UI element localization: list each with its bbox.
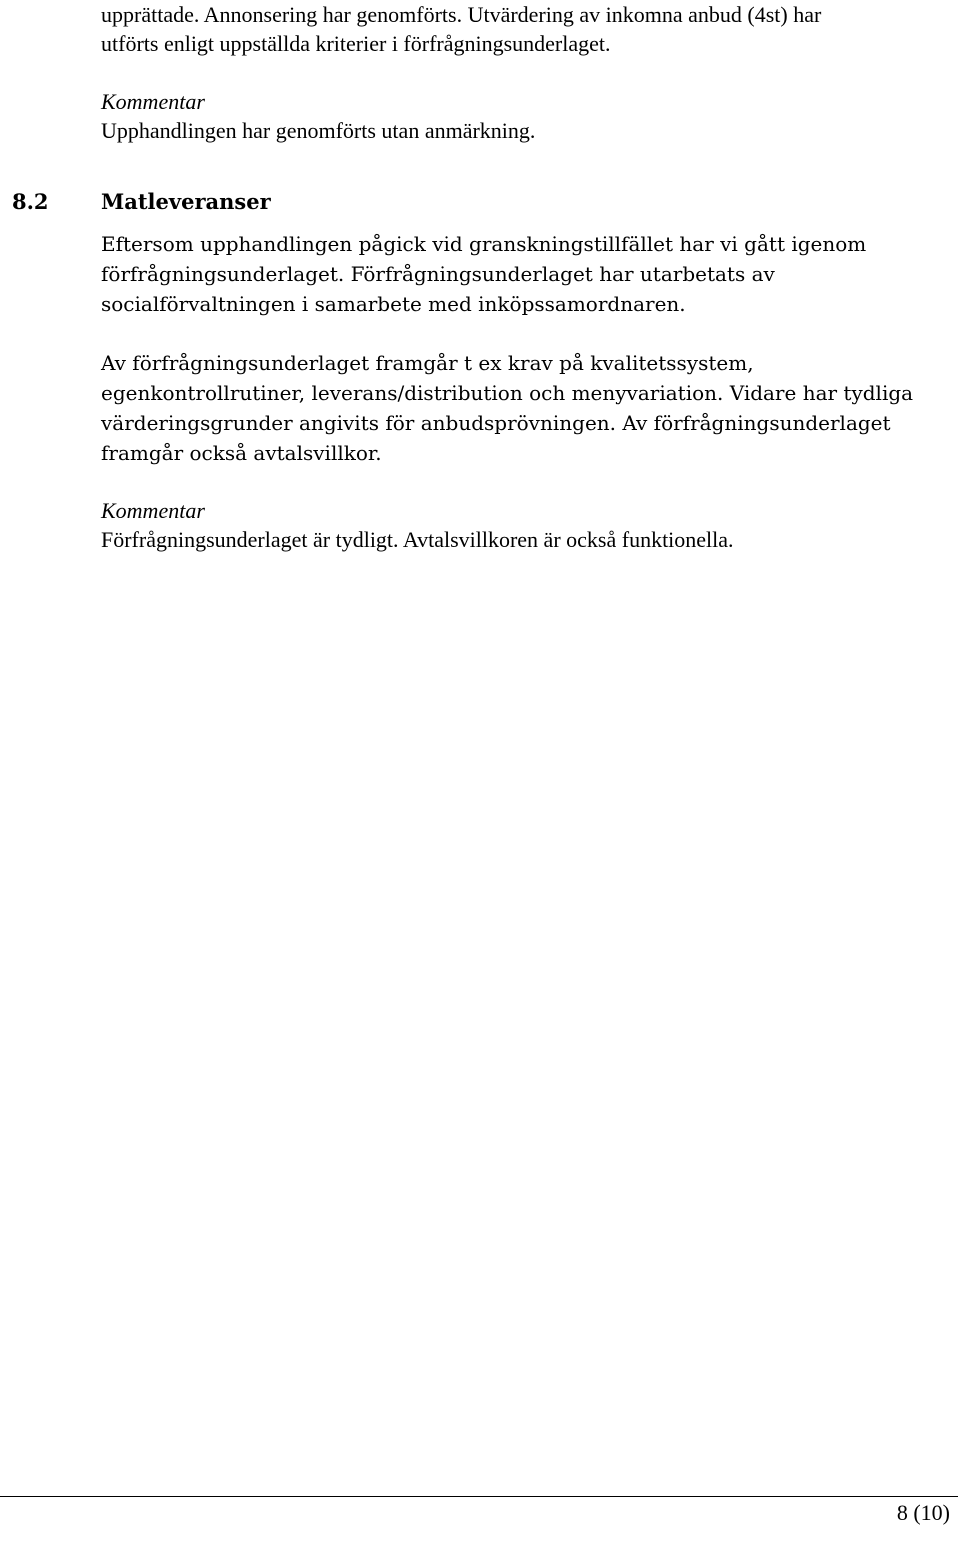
page-number: 8 (10): [896, 1500, 950, 1525]
paragraph-1-line-2: förfrågningsunderlaget. Förfrågningsunderlaget har utarbetats av: [101, 262, 775, 286]
comment-text: Förfrågningsunderlaget är tydligt. Avtalsvillkoren är också funktionella.: [101, 527, 734, 552]
section-number: 8.2: [12, 189, 49, 214]
paragraph-2-line-2: egenkontrollrutiner, leverans/distribution och menyvariation. Vidare har tydliga: [101, 381, 914, 405]
comment-label: Kommentar: [101, 89, 205, 114]
paragraph-2-line-1: Av förfrågningsunderlaget framgår t ex krav på kvalitetssystem,: [101, 351, 754, 375]
paragraph-1-line-3: socialförvaltningen i samarbete med inköpssamordnaren.: [101, 292, 686, 316]
comment-text: Upphandlingen har genomförts utan anmärkning.: [101, 118, 536, 143]
comment-block-1: [101, 87, 941, 145]
paragraph-2: [101, 348, 941, 468]
footer-divider: [0, 1496, 958, 1497]
intro-line-1: upprättade. Annonsering har genomförts. Utvärdering av inkomna anbud (4st) har: [101, 2, 822, 27]
paragraph-2-line-3: värderingsgrunder angivits för anbudsprövningen. Av förfrågningsunderlaget: [101, 411, 891, 435]
comment-block-2: [101, 496, 941, 554]
paragraph-1: [101, 229, 941, 319]
section-title: Matleveranser: [101, 189, 271, 214]
comment-label: Kommentar: [101, 498, 205, 523]
intro-line-2: utförts enligt uppställda kriterier i förfrågningsunderlaget.: [101, 31, 611, 56]
intro-paragraph: [101, 0, 941, 58]
paragraph-2-line-4: framgår också avtalsvillkor.: [101, 441, 382, 465]
paragraph-1-line-1: Eftersom upphandlingen pågick vid granskningstillfället har vi gått igenom: [101, 232, 867, 256]
